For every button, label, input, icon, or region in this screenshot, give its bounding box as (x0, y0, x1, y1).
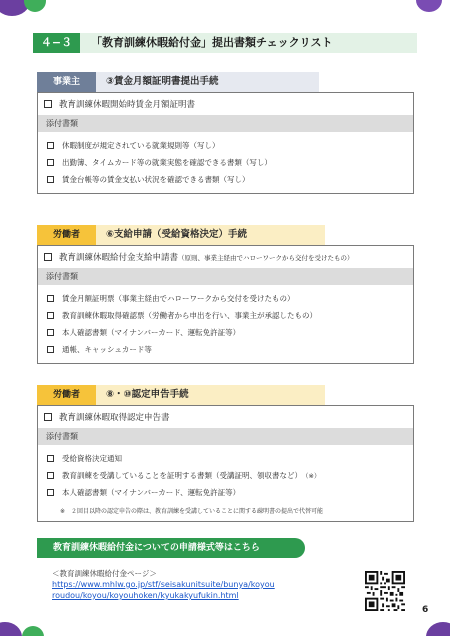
checklist-item[interactable] (47, 341, 413, 358)
page-title: 「教育訓練休暇給付金」提出書類チェックリスト (91, 36, 333, 49)
item-label: 賃金台帳等の賃金支払い状況を確認できる書類（写し） (62, 175, 250, 184)
main-document-row[interactable] (38, 406, 413, 428)
checkbox[interactable] (44, 100, 52, 108)
footnote-mark: （※） (302, 472, 321, 480)
attachments-header: 添付書類 (38, 428, 413, 445)
section-number: ４−３ (33, 33, 80, 53)
main-document-row[interactable] (38, 93, 413, 115)
checklist-section-worker-application (37, 225, 414, 364)
checklist-item[interactable] (47, 154, 413, 171)
checkbox[interactable] (47, 472, 54, 479)
checkbox[interactable] (44, 413, 52, 421)
attachments-header: 添付書類 (38, 115, 413, 132)
decorative-circle (22, 626, 44, 636)
checklist-item[interactable] (47, 307, 413, 324)
decorative-circle (24, 0, 46, 12)
checklist-item[interactable] (47, 450, 413, 467)
checklist-item[interactable] (47, 290, 413, 307)
role-tag: 労働者 (37, 225, 96, 245)
checkbox[interactable] (47, 295, 54, 302)
attachments-header: 添付書類 (38, 268, 413, 285)
procedure-title: ③賃金月額証明書提出手続 (96, 72, 319, 92)
link-label: ＜教育訓練休暇給付金ページ＞ (52, 569, 157, 578)
main-document-label: 教育訓練休暇取得認定申告書 (59, 413, 170, 423)
checklist-item[interactable] (47, 484, 413, 501)
checklist-item[interactable] (47, 171, 413, 188)
checklist-item[interactable] (47, 467, 413, 484)
page-number: 6 (422, 605, 429, 615)
main-document-label: 教育訓練休暇給付金支給申請書 (59, 253, 179, 263)
decorative-circle (0, 622, 22, 636)
item-label: 教育訓練休暇取得確認票（労働者から申出を行い、事業主が承認したもの） (62, 311, 317, 320)
checklist-item[interactable] (47, 324, 413, 341)
checkbox[interactable] (47, 329, 54, 336)
page-link[interactable]: https://www.mhlw.go.jp/stf/seisakunitsuite/bunya/koyou roudou/koyou/koyouhoken/kyukakyufukin.html (52, 580, 275, 600)
checkbox[interactable] (47, 142, 54, 149)
forms-link-banner[interactable]: 教育訓練休暇給付金についての申請様式等はこちら (37, 538, 305, 558)
decorative-circle (416, 0, 442, 12)
footnote: ※ ２回目以降の認定申告の際は、教育訓練を受講していることに関する疎明書の提出で代替可能 (60, 508, 324, 515)
checkbox[interactable] (47, 176, 54, 183)
checkbox[interactable] (44, 253, 52, 261)
item-label: 受給資格決定通知 (62, 454, 122, 463)
role-tag: 労働者 (37, 385, 96, 405)
checkbox[interactable] (47, 159, 54, 166)
qr-code-icon (365, 571, 405, 611)
item-label: 本人確認書類（マイナンバーカード、運転免許証等） (62, 328, 241, 337)
checkbox[interactable] (47, 455, 54, 462)
main-document-label: 教育訓練休暇開始時賃金月額証明書 (59, 100, 196, 110)
main-document-note: （原則、事業主経由でハローワークから交付を受けたもの） (178, 253, 354, 262)
checklist-section-worker-certification (37, 385, 414, 522)
checklist-item[interactable] (47, 137, 413, 154)
checkbox[interactable] (47, 346, 54, 353)
procedure-title: ⑧・⑩認定申告手続 (96, 385, 325, 405)
item-label: 通帳、キャッシュカード等 (62, 345, 152, 354)
item-label: 賃金月額証明票（事業主経由でハローワークから交付を受けたもの） (62, 294, 295, 303)
item-label: 本人確認書類（マイナンバーカード、運転免許証等） (62, 488, 241, 497)
item-label: 出勤簿、タイムカード等の就業実態を確認できる書類（写し） (62, 158, 272, 167)
item-label: 休暇制度が規定されている就業規則等（写し） (62, 141, 220, 150)
main-document-row[interactable] (38, 246, 413, 268)
checkbox[interactable] (47, 312, 54, 319)
item-label: 教育訓練を受講していることを証明する書類（受講証明、領収書など） (62, 471, 302, 480)
role-tag: 事業主 (37, 72, 96, 92)
procedure-title: ⑥支給申請（受給資格決定）手続 (96, 225, 325, 245)
page-title-bar (33, 33, 417, 53)
checklist-section-employer (37, 72, 414, 194)
checkbox[interactable] (47, 489, 54, 496)
decorative-circle (426, 622, 450, 636)
